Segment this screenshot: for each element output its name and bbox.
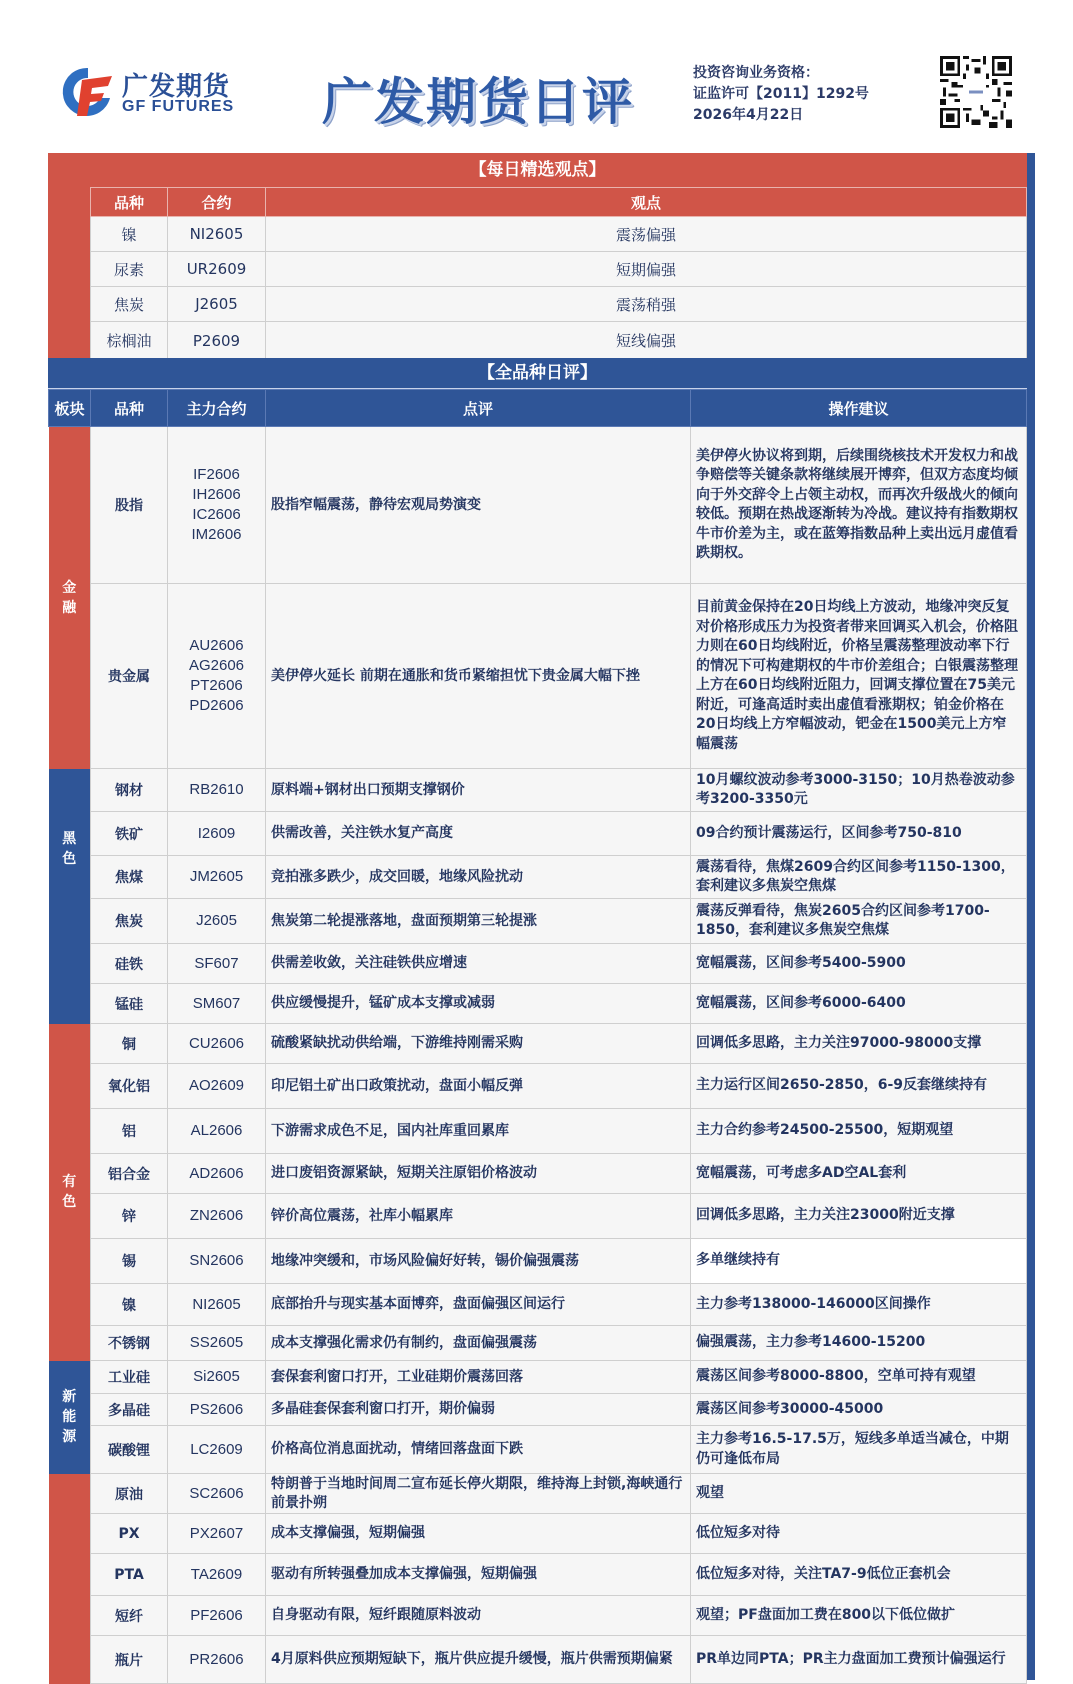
comment-cell: 价格高位消息面扰动，情绪回落盘面下跌 [266, 1426, 691, 1474]
contract-cell: I2609 [168, 812, 266, 856]
table-row [49, 944, 1027, 984]
comment-cell: 底部抬升与现实基本面博弈，盘面偏强区间运行 [266, 1284, 691, 1326]
advice-cell: 低位短多对待，关注TA7-9低位正套机会 [691, 1554, 1027, 1596]
contract-cell: CU2606 [168, 1024, 266, 1064]
contract-cell: AU2606 AG2606 PT2606 PD2606 [168, 584, 266, 769]
header-contract: 合约 [168, 188, 266, 217]
advice-cell: 主力运行区间2650-2850，6-9反套继续持有 [691, 1064, 1027, 1109]
variety-cell: 棕榈油 [91, 322, 168, 360]
advice-cell: 低位短多对待 [691, 1514, 1027, 1554]
table-row [49, 1636, 1027, 1684]
table-row [49, 1024, 1027, 1064]
comment-cell: 原料端+钢材出口预期支撑钢价 [266, 769, 691, 812]
advice-cell: 美伊停火协议将到期，后续围绕核技术开发权力和战争赔偿等关键条款将继续展开博弈，但双方态度均倾向于外交辞令上占领主动权，而再次升级战火的倾向较低。预期在热战逐渐转为冷战。建议持有指数期权牛市价差为主，或在蓝筹指数品种上卖出远月虚值看跌期权。 [691, 427, 1027, 584]
advice-cell: 回调低多思路，主力关注97000-98000支撑 [691, 1024, 1027, 1064]
variety-cell: PTA [91, 1554, 168, 1596]
table-row [49, 1596, 1027, 1636]
comment-cell: 印尼铝土矿出口政策扰动，盘面小幅反弹 [266, 1064, 691, 1109]
contract-cell: P2609 [168, 322, 266, 360]
variety-cell: 焦炭 [91, 287, 168, 322]
view-cell: 短期偏强 [266, 252, 1027, 287]
advice-cell: 观望；PF盘面加工费在800以下低位做扩 [691, 1596, 1027, 1636]
advice-cell: 多单继续持有 [691, 1239, 1027, 1284]
variety-cell: 锡 [91, 1239, 168, 1284]
advice-cell: 10月螺纹波动参考3000-3150；10月热卷波动参考3200-3350元 [691, 769, 1027, 812]
table-row [91, 217, 1027, 252]
table-row [49, 1284, 1027, 1326]
table-row [91, 252, 1027, 287]
comment-cell: 地缘冲突缓和，市场风险偏好好转，锡价偏强震荡 [266, 1239, 691, 1284]
variety-cell: 镍 [91, 1284, 168, 1326]
comment-cell: 下游需求成色不足，国内社库重回累库 [266, 1109, 691, 1154]
comment-cell: 焦炭第二轮提涨落地，盘面预期第三轮提涨 [266, 899, 691, 944]
license-number: 证监许可【2011】1292号 [693, 86, 869, 102]
contract-cell: PR2606 [168, 1636, 266, 1684]
header-variety: 品种 [91, 390, 168, 427]
comment-cell: 硫酸紧缺扰动供给端，下游维持刚需采购 [266, 1024, 691, 1064]
table-row [49, 1109, 1027, 1154]
logo-english-name: GF FUTURES [122, 98, 235, 115]
table-row [49, 1326, 1027, 1361]
qr-code-icon [940, 56, 1012, 128]
table-row [49, 1361, 1027, 1394]
table-row [49, 1554, 1027, 1596]
table-row [49, 1239, 1027, 1284]
sector-new-energy: 新能源 [49, 1361, 91, 1474]
comment-cell: 供需差收敛，关注硅铁供应增速 [266, 944, 691, 984]
comment-cell: 进口废铝资源紧缺，短期关注原铝价格波动 [266, 1154, 691, 1194]
contract-cell: PS2606 [168, 1394, 266, 1426]
contract-cell: SC2606 [168, 1474, 266, 1514]
full-review-section-title: 【全品种日评】 [48, 358, 1027, 389]
comment-cell: 锌价高位震荡，社库小幅累库 [266, 1194, 691, 1239]
table-row [49, 899, 1027, 944]
full-header-row [49, 390, 1027, 427]
table-row [49, 427, 1027, 584]
license-info [693, 63, 869, 126]
header-main-contract: 主力合约 [168, 390, 266, 427]
selected-header-row [91, 188, 1027, 217]
table-row [49, 1426, 1027, 1474]
comment-cell: 成本支撑强化需求仍有制约，盘面偏强震荡 [266, 1326, 691, 1361]
variety-cell: 工业硅 [91, 1361, 168, 1394]
table-row [49, 1194, 1027, 1239]
advice-cell: 主力合约参考24500-25500，短期观望 [691, 1109, 1027, 1154]
view-cell: 震荡稍强 [266, 287, 1027, 322]
contract-cell: NI2605 [168, 217, 266, 252]
comment-cell: 多晶硅套保套利窗口打开，期价偏弱 [266, 1394, 691, 1426]
table-row [49, 856, 1027, 899]
selected-section-title: 【每日精选观点】 [469, 160, 606, 180]
table-row [49, 1394, 1027, 1426]
advice-cell: 回调低多思路，主力关注23000附近支撑 [691, 1194, 1027, 1239]
contract-cell: LC2609 [168, 1426, 266, 1474]
logo-chinese-name: 广发期货 [122, 72, 231, 102]
table-row [49, 1064, 1027, 1109]
variety-cell: 铜 [91, 1024, 168, 1064]
comment-cell: 股指窄幅震荡，静待宏观局势演变 [266, 427, 691, 584]
comment-cell: 竞拍涨多跌少，成交回暖，地缘风险扰动 [266, 856, 691, 899]
advice-cell: 宽幅震荡，区间参考6000-6400 [691, 984, 1027, 1024]
variety-cell: 钢材 [91, 769, 168, 812]
table-row [49, 1474, 1027, 1514]
contract-cell: JM2605 [168, 856, 266, 899]
header-sector: 板块 [49, 390, 91, 427]
table-row [49, 812, 1027, 856]
variety-cell: 不锈钢 [91, 1326, 168, 1361]
advice-cell: 观望 [691, 1474, 1027, 1514]
advice-cell: 主力参考16.5-17.5万，短线多单适当减仓，中期仍可逢低布局 [691, 1426, 1027, 1474]
contract-cell: SS2605 [168, 1326, 266, 1361]
advice-cell: 震荡区间参考8000-8800，空单可持有观望 [691, 1361, 1027, 1394]
daily-selected-section [48, 153, 1027, 358]
contract-cell: UR2609 [168, 252, 266, 287]
advice-cell: 震荡反弹看待，焦炭2605合约区间参考1700-1850，套利建议多焦炭空焦煤 [691, 899, 1027, 944]
comment-cell: 驱动有所转强叠加成本支撑偏强，短期偏强 [266, 1554, 691, 1596]
variety-cell: 多晶硅 [91, 1394, 168, 1426]
advice-cell: 震荡看待，焦煤2609合约区间参考1150-1300，套利建议多焦炭空焦煤 [691, 856, 1027, 899]
contract-cell: AD2606 [168, 1154, 266, 1194]
header-comment: 点评 [266, 390, 691, 427]
variety-cell: 焦煤 [91, 856, 168, 899]
contract-cell: NI2605 [168, 1284, 266, 1326]
comment-cell: 成本支撑偏强，短期偏强 [266, 1514, 691, 1554]
right-border-strip [1027, 153, 1035, 1680]
contract-cell: SN2606 [168, 1239, 266, 1284]
contract-cell: J2605 [168, 899, 266, 944]
comment-cell: 供需改善，关注铁水复产高度 [266, 812, 691, 856]
comment-cell: 套保套利窗口打开，工业硅期价震荡回落 [266, 1361, 691, 1394]
table-row [49, 1514, 1027, 1554]
header-advice: 操作建议 [691, 390, 1027, 427]
sector-energy-chemical [49, 1474, 91, 1684]
view-cell: 短线偏强 [266, 322, 1027, 360]
advice-cell: 09合约预计震荡运行，区间参考750-810 [691, 812, 1027, 856]
contract-cell: PX2607 [168, 1514, 266, 1554]
table-row [91, 322, 1027, 360]
contract-cell: PF2606 [168, 1596, 266, 1636]
report-header [0, 0, 1073, 150]
comment-cell: 特朗普于当地时间周二宣布延长停火期限，维持海上封锁,海峡通行前景扑朔 [266, 1474, 691, 1514]
variety-cell: 锌 [91, 1194, 168, 1239]
table-row [49, 584, 1027, 769]
sector-finance: 金融 [49, 427, 91, 769]
variety-cell: 尿素 [91, 252, 168, 287]
selected-table [90, 187, 1027, 360]
variety-cell: 股指 [91, 427, 168, 584]
contract-cell: TA2609 [168, 1554, 266, 1596]
header-variety: 品种 [91, 188, 168, 217]
table-row [91, 287, 1027, 322]
variety-cell: 铁矿 [91, 812, 168, 856]
contract-cell: ZN2606 [168, 1194, 266, 1239]
contract-cell: Si2605 [168, 1361, 266, 1394]
advice-cell: 宽幅震荡，可考虑多AD空AL套利 [691, 1154, 1027, 1194]
advice-cell: 偏强震荡，主力参考14600-15200 [691, 1326, 1027, 1361]
table-row [49, 769, 1027, 812]
page-title: 广发期货日评 [322, 72, 634, 131]
variety-cell: 氧化铝 [91, 1064, 168, 1109]
variety-cell: 锰硅 [91, 984, 168, 1024]
contract-cell: IF2606 IH2606 IC2606 IM2606 [168, 427, 266, 584]
advice-cell: 主力参考138000-146000区间操作 [691, 1284, 1027, 1326]
contract-cell: SF607 [168, 944, 266, 984]
table-row [49, 984, 1027, 1024]
gf-logo-icon [60, 64, 116, 120]
sector-nonferrous: 有色 [49, 1024, 91, 1361]
variety-cell: PX [91, 1514, 168, 1554]
report-date: 2026年4月22日 [693, 107, 804, 123]
contract-cell: SM607 [168, 984, 266, 1024]
variety-cell: 短纤 [91, 1596, 168, 1636]
advice-cell: 震荡区间参考30000-45000 [691, 1394, 1027, 1426]
contract-cell: AO2609 [168, 1064, 266, 1109]
variety-cell: 镍 [91, 217, 168, 252]
variety-cell: 焦炭 [91, 899, 168, 944]
gf-futures-logo [60, 62, 250, 122]
variety-cell: 铝合金 [91, 1154, 168, 1194]
variety-cell: 原油 [91, 1474, 168, 1514]
comment-cell: 美伊停火延长 前期在通胀和货币紧缩担忧下贵金属大幅下挫 [266, 584, 691, 769]
contract-cell: J2605 [168, 287, 266, 322]
variety-cell: 铝 [91, 1109, 168, 1154]
variety-cell: 瓶片 [91, 1636, 168, 1684]
variety-cell: 贵金属 [91, 584, 168, 769]
sector-ferrous: 黑色 [49, 769, 91, 1024]
header-view: 观点 [266, 188, 1027, 217]
advice-cell: 宽幅震荡，区间参考5400-5900 [691, 944, 1027, 984]
view-cell: 震荡偏强 [266, 217, 1027, 252]
contract-cell: RB2610 [168, 769, 266, 812]
full-review-table [48, 389, 1027, 1684]
table-row [49, 1154, 1027, 1194]
variety-cell: 硅铁 [91, 944, 168, 984]
license-label: 投资咨询业务资格： [693, 65, 819, 81]
comment-cell: 4月原料供应预期短缺下，瓶片供应提升缓慢，瓶片供需预期偏紧 [266, 1636, 691, 1684]
advice-cell: 目前黄金保持在20日均线上方波动，地缘冲突反复对价格形成压力为投资者带来回调买入机会，价格阻力则在60日均线附近，价格呈震荡整理波动率下行的情况下可构建期权的牛市价差组合；白银震荡整理上方在60日均线附近阻力，回调支撑位置在75美元附近，可逢高适时卖出虚值看涨期权；铂金价格在20日均线上方窄幅波动，钯金在1500美元上方窄幅震荡 [691, 584, 1027, 769]
comment-cell: 自身驱动有限，短纤跟随原料波动 [266, 1596, 691, 1636]
advice-cell: PR单边同PTA；PR主力盘面加工费预计偏强运行 [691, 1636, 1027, 1684]
contract-cell: AL2606 [168, 1109, 266, 1154]
variety-cell: 碳酸锂 [91, 1426, 168, 1474]
comment-cell: 供应缓慢提升，锰矿成本支撑或减弱 [266, 984, 691, 1024]
